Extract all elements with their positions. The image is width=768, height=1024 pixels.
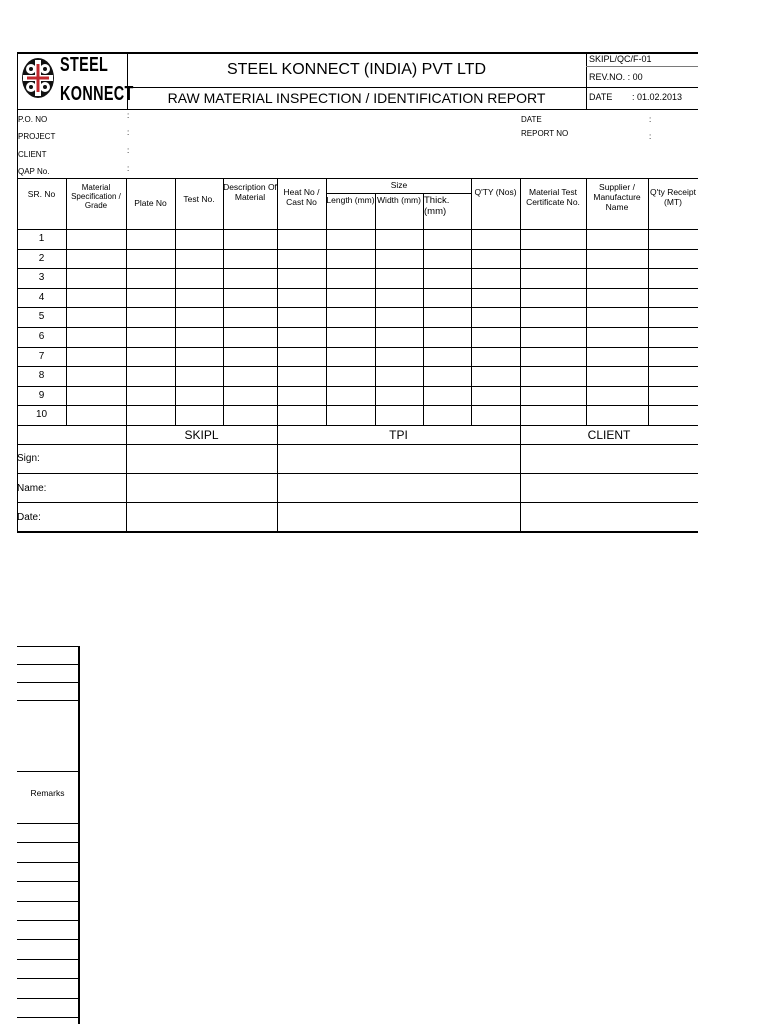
doc-date-label: DATE — [589, 92, 613, 102]
signoff-line-2 — [17, 473, 698, 474]
row-divider — [17, 307, 698, 308]
doc-code: SKIPL/QC/F-01 — [589, 54, 652, 64]
header-bottom-border — [17, 109, 698, 110]
row-divider — [17, 347, 698, 348]
date-label: Date: — [17, 512, 41, 523]
row-divider — [17, 288, 698, 289]
header-sr-no: SR. No — [27, 189, 56, 199]
row-divider — [17, 249, 698, 250]
header-test-no: Test No. — [183, 194, 215, 204]
doc-revision: REV.NO. : 00 — [589, 72, 643, 82]
meta-line-2 — [586, 87, 698, 88]
col-line-11 — [586, 178, 587, 425]
remarks-row-line — [17, 862, 80, 863]
name-label: Name: — [17, 483, 47, 494]
remarks-right-border — [78, 646, 80, 1024]
qap-colon: : — [127, 164, 130, 173]
remarks-row-line — [17, 920, 80, 921]
header-description: Description Of Material — [223, 182, 277, 202]
col-line-3 — [175, 178, 176, 425]
report-no-colon: : — [649, 132, 652, 141]
remarks-row-line — [17, 881, 80, 882]
signoff-line-1 — [17, 444, 698, 445]
row-number: 9 — [38, 390, 45, 401]
row-divider — [17, 405, 698, 406]
remarks-row-line — [17, 959, 80, 960]
meta-line-1 — [586, 66, 698, 67]
row-number: 8 — [38, 370, 45, 381]
row-number: 10 — [35, 409, 48, 420]
table-bottom-border — [17, 425, 698, 426]
report-no-label: REPORT NO — [521, 129, 569, 138]
report-title: RAW MATERIAL INSPECTION / IDENTIFICATION REPORT — [167, 90, 546, 106]
remarks-row-line — [17, 978, 80, 979]
header-material-spec: Material Specification / Grade — [71, 183, 121, 211]
remarks-line-4 — [17, 700, 80, 701]
header-mtc-no: Material Test Certificate No. — [526, 187, 580, 207]
remarks-line-2 — [17, 664, 80, 665]
remarks-header: Remarks — [30, 788, 65, 798]
logo-mark-icon — [20, 56, 56, 100]
remarks-row-line — [17, 998, 80, 999]
header-thickness: Thick. (mm) — [424, 195, 450, 217]
company-name: STEEL KONNECT (INDIA) PVT LTD — [226, 61, 486, 78]
header-heat-no: Heat No / Cast No — [283, 187, 320, 207]
table-top-border — [17, 178, 698, 179]
signoff-line-3 — [17, 502, 698, 503]
row-divider — [17, 268, 698, 269]
row-number: 5 — [38, 311, 45, 322]
header-plate-no: Plate No — [134, 198, 167, 208]
remarks-row-line — [17, 823, 80, 824]
sign-label: Sign: — [17, 453, 40, 464]
qap-label: QAP No. — [18, 167, 50, 176]
remarks-row-line — [17, 842, 80, 843]
row-divider — [17, 366, 698, 367]
header-supplier: Supplier / Manufacture Name — [593, 182, 641, 212]
signoff-skipl: SKIPL — [184, 428, 219, 442]
row-number: 4 — [38, 292, 45, 303]
meta-divider — [586, 52, 587, 110]
company-logo — [20, 56, 56, 100]
col-line-6 — [326, 178, 327, 425]
row-divider — [17, 386, 698, 387]
col-line-10 — [520, 178, 521, 532]
project-colon: : — [127, 128, 130, 137]
col-line-4 — [223, 178, 224, 425]
size-subheader-line — [326, 193, 472, 194]
logo-word-konnect: KONNECT — [60, 83, 134, 105]
logo-word-steel: STEEL — [60, 54, 109, 76]
col-line-5 — [277, 178, 278, 532]
header-width: Width (mm) — [377, 195, 421, 205]
row-number: 2 — [38, 253, 45, 264]
signoff-client: CLIENT — [587, 428, 631, 442]
remarks-line-top — [17, 646, 80, 647]
col-line-9 — [471, 178, 472, 425]
signoff-tpi: TPI — [389, 428, 408, 442]
remarks-row-line — [17, 939, 80, 940]
col-line-8 — [423, 193, 424, 425]
date-colon: : — [649, 115, 652, 124]
remarks-line-3 — [17, 682, 80, 683]
header-bottom-line — [17, 229, 698, 230]
row-divider — [17, 327, 698, 328]
col-line-12 — [648, 178, 649, 425]
col-line-2 — [126, 178, 127, 532]
signoff-bottom-border — [17, 531, 698, 533]
row-number: 6 — [38, 331, 45, 342]
header-length: Length (mm) — [326, 195, 375, 205]
doc-date-value: : 01.02.2013 — [632, 92, 683, 102]
header-qty-receipt: Q'ty Receipt (MT) — [649, 187, 697, 207]
remarks-row-line — [17, 1017, 80, 1018]
col-line-1 — [66, 178, 67, 425]
po-colon: : — [127, 111, 130, 120]
project-label: PROJECT — [18, 132, 56, 141]
header-size: Size — [390, 180, 408, 190]
row-number: 1 — [38, 233, 45, 244]
po-label: P.O. NO — [18, 115, 48, 124]
client-colon: : — [127, 146, 130, 155]
row-number: 3 — [38, 272, 45, 283]
header-qty: Q'TY (Nos) — [474, 187, 517, 197]
row-number: 7 — [38, 351, 45, 362]
info-date-label: DATE — [521, 115, 542, 124]
remarks-header-top — [17, 771, 80, 772]
client-label: CLIENT — [18, 150, 47, 159]
title-divider — [127, 87, 587, 88]
remarks-row-line — [17, 901, 80, 902]
col-line-7 — [375, 193, 376, 425]
